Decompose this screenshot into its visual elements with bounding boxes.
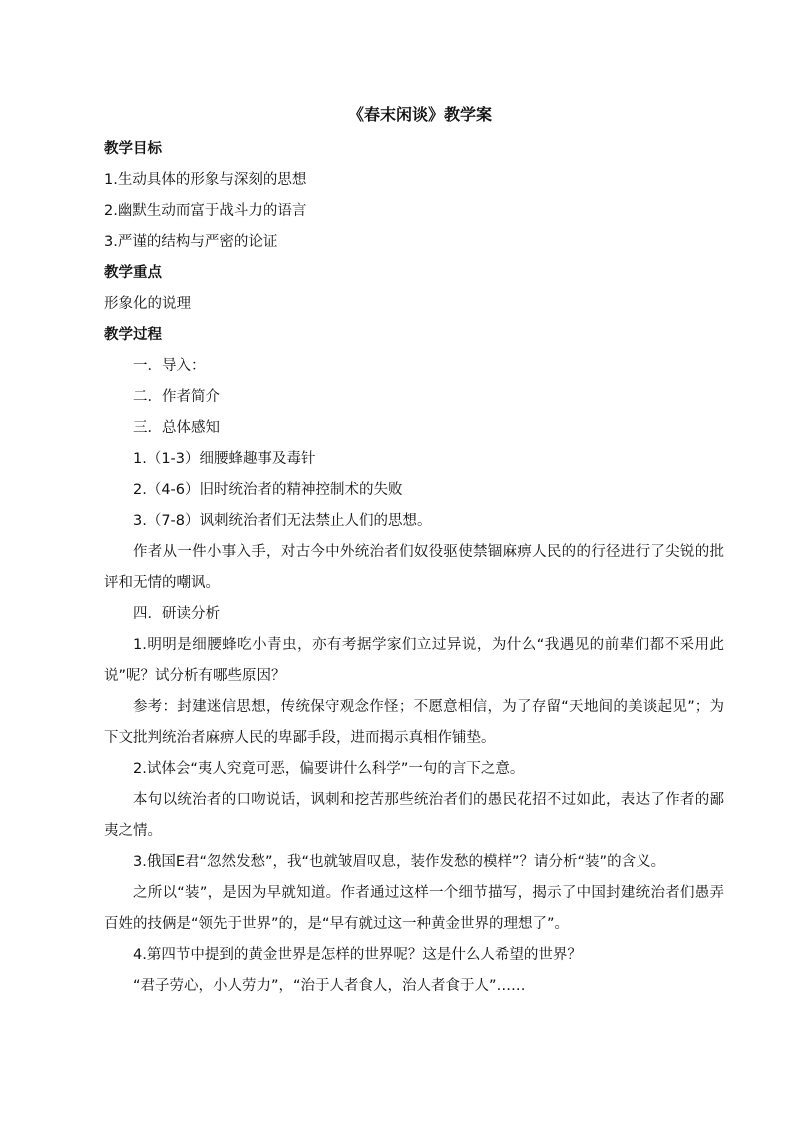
goal-item-3: 3.严谨的结构与严密的论证 <box>104 234 278 250</box>
question-3: 3.俄国E君“忽然发愁”，我“也就皱眉叹息，装作发愁的模样”？请分析“装”的含义。 <box>133 854 666 870</box>
heading-teaching-focus: 教学重点 <box>104 265 162 281</box>
question-1: 1.明明是细腰蜂吃小青虫，亦有考据学家们立过异说，为什么“我遇见的前辈们都不采用此说”呢？试分析有哪些原因？ <box>104 637 724 684</box>
heading-teaching-process: 教学过程 <box>104 327 162 343</box>
document-body <box>104 104 724 1002</box>
answer-4: “君子劳心，小人劳力”，“治于人者食人，治人者食于人”…… <box>133 978 526 994</box>
goal-item-2: 2.幽默生动而富于战斗力的语言 <box>104 203 307 219</box>
question-4: 4.第四节中提到的黄金世界是怎样的世界呢？这是什么人希望的世界？ <box>133 947 582 963</box>
overview-summary: 作者从一件小事入手，对古今中外统治者们奴役驱使禁锢麻痹人民的的行径进行了尖锐的批评和无情的嘲讽。 <box>104 544 724 591</box>
answer-3: 之所以“装”，是因为早就知道。作者通过这样一个细节描写，揭示了中国封建统治者们愚弄百姓的技俩是“领先于世界”的，是“早有就过这一种黄金世界的理想了”。 <box>104 885 724 932</box>
heading-teaching-goals: 教学目标 <box>104 141 162 157</box>
overview-item-2: 2.（4-6）旧时统治者的精神控制术的失败 <box>133 482 403 498</box>
process-section-3: 三．总体感知 <box>133 420 220 436</box>
answer-1: 参考：封建迷信思想，传统保守观念作怪；不愿意相信，为了存留“天地间的美谈起见”；为下文批判统治者麻痹人民的卑鄙手段，进而揭示真相作铺垫。 <box>104 699 724 746</box>
goal-item-1: 1.生动具体的形象与深刻的思想 <box>104 172 307 188</box>
process-section-1: 一．导入： <box>133 358 206 374</box>
answer-2: 本句以统治者的口吻说话，讽刺和挖苦那些统治者们的愚民花招不过如此，表达了作者的鄙夷之情。 <box>104 792 724 839</box>
overview-item-1: 1.（1-3）细腰蜂趣事及毒针 <box>133 451 316 467</box>
focus-item: 形象化的说理 <box>104 296 191 312</box>
question-2: 2.试体会“夷人究竟可恶，偏要讲什么科学”一句的言下之意。 <box>133 761 525 777</box>
process-section-4: 四．研读分析 <box>133 606 220 622</box>
process-section-2: 二．作者简介 <box>133 389 220 405</box>
document-title: 《春末闲谈》教学案 <box>347 105 492 124</box>
overview-item-3: 3.（7-8）讽刺统治者们无法禁止人们的思想。 <box>133 513 432 529</box>
